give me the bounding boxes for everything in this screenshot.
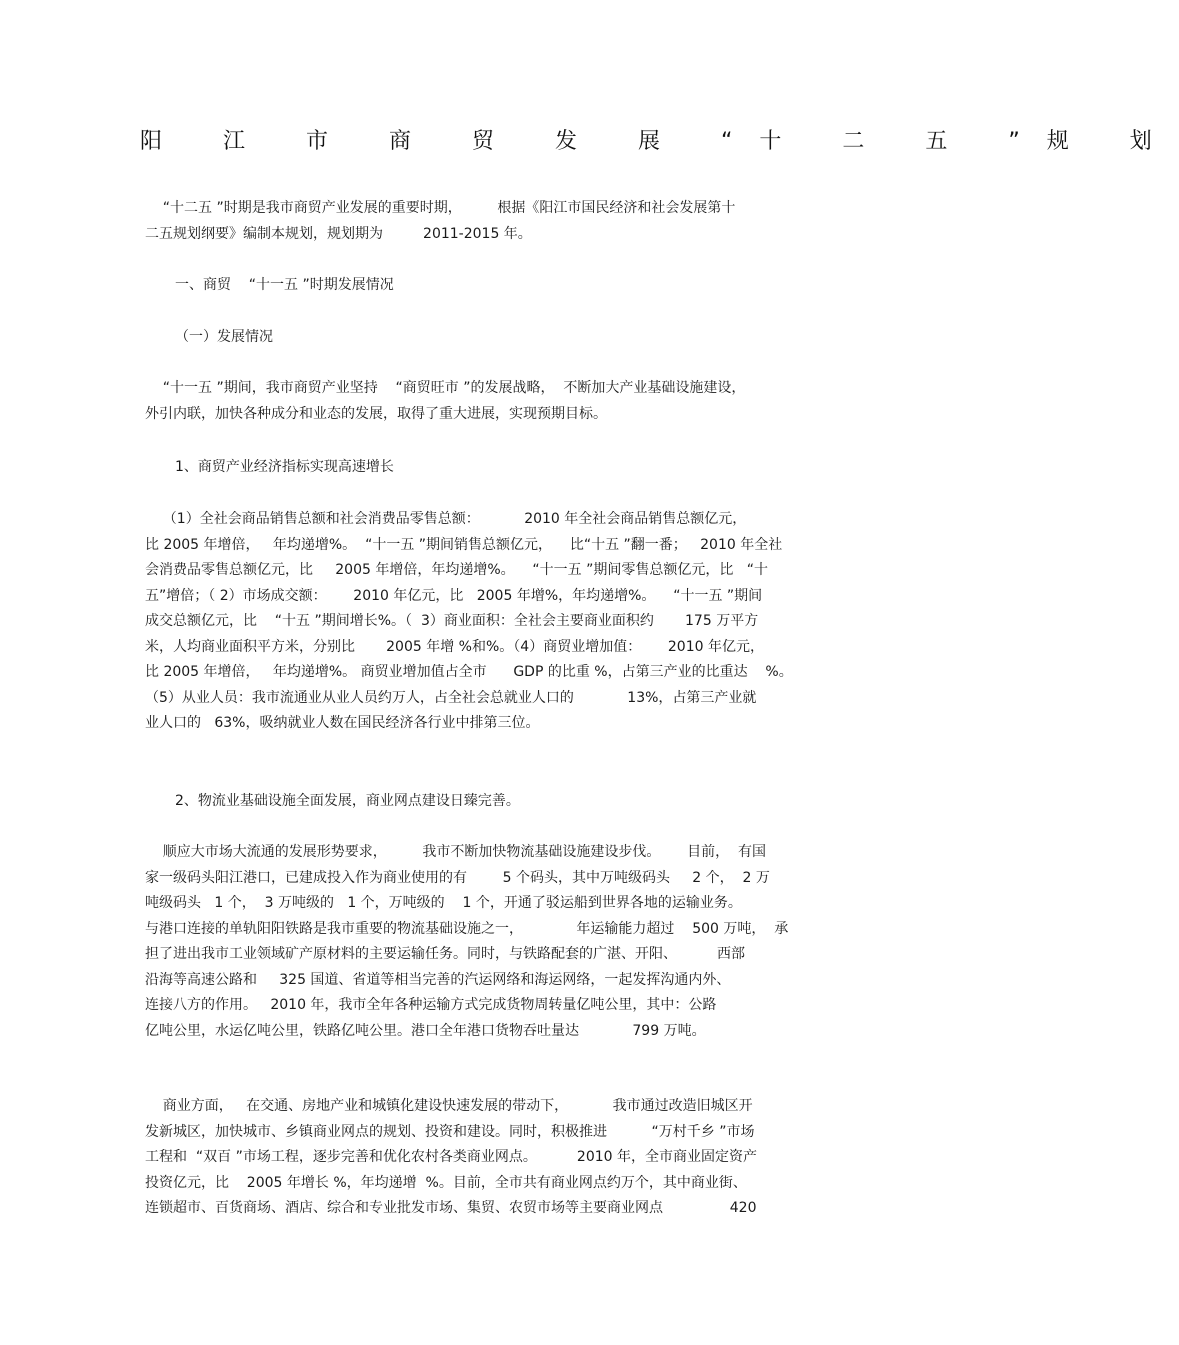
- commerce-line: 工程和 “双百 ”市场工程，逐步完善和优化农村各类商业网点。 2010 年，全市商业固定资产: [145, 1149, 757, 1165]
- intro-line: “十二五 ”时期是我市商贸产业发展的重要时期， 根据《阳江市国民经济和社会发展第十: [145, 200, 736, 216]
- item2-line: 吨级码头 1 个， 3 万吨级的 1 个，万吨级的 1 个，开通了驳运船到世界各地的运输业务。: [145, 895, 742, 911]
- item1-line: 米，人均商业面积平方米，分别比 2005 年增 %和%。（4）商贸业增加值： 2010 年亿元，: [145, 638, 764, 655]
- item1-line: 五”增倍；（ 2）市场成交额： 2010 年亿元，比 2005 年增%，年均递增%。 “十一五 ”期间: [145, 587, 763, 604]
- commerce-line: 连锁超市、百货商场、酒店、综合和专业批发市场、集贸、农贸市场等主要商业网点 420: [145, 1200, 757, 1216]
- item1-heading: 1、商贸产业经济指标实现高速增长: [175, 459, 394, 475]
- item1-line: （5）从业人员：我市流通业从业人员约万人，占全社会总就业人口的 13%，占第三产业就: [145, 689, 757, 706]
- item1-paragraph: [145, 507, 805, 737]
- item2-line: 担了进出我市工业领域矿产原材料的主要运输任务。同时，与铁路配套的广湛、开阳、 西部: [145, 946, 746, 962]
- intro-line: 二五规划纲要》编制本规划，规划期为 2011-2015 年。: [145, 225, 532, 242]
- item1-line: （1）全社会商品销售总额和社会消费品零售总额： 2010 年全社会商品销售总额亿元，: [145, 511, 747, 527]
- item2-line: 亿吨公里，水运亿吨公里，铁路亿吨公里。港口全年港口货物吞吐量达 799 万吨。: [145, 1022, 706, 1039]
- item1-line: 比 2005 年增倍， 年均递增%。 商贸业增加值占全市 GDP 的比重 %，占第三产业的比重达 %。: [145, 664, 793, 680]
- commerce-line: 发新城区，加快城市、乡镇商业网点的规划、投资和建设。同时，积极推进 “万村千乡 ”市场: [145, 1123, 755, 1140]
- overview-line: 外引内联，加快各种成分和业态的发展，取得了重大进展，实现预期目标。: [145, 405, 607, 422]
- item1-line: 会消费品零售总额亿元，比 2005 年增倍，年均递增%。 “十一五 ”期间零售总额亿元，比 “十: [145, 562, 768, 578]
- item2-line: 顺应大市场大流通的发展形势要求， 我市不断加快物流基础设施建设步伐。 目前， 有国: [145, 844, 767, 860]
- commerce-line: 商业方面， 在交通、房地产业和城镇化建设快速发展的带动下， 我市通过改造旧城区开: [145, 1098, 753, 1114]
- overview-paragraph: [145, 376, 805, 427]
- item2-line: 沿海等高速公路和 325 国道、省道等相当完善的汽运网络和海运网络，一起发挥沟通内外、: [145, 971, 731, 988]
- item2-line: 家一级码头阳江港口，已建成投入作为商业使用的有 5 个码头，其中万吨级码头 2 个， 2 万: [145, 869, 770, 886]
- item1-line: 业人口的 63%，吸纳就业人数在国民经济各行业中排第三位。: [145, 715, 540, 731]
- item2-line: 连接八方的作用。 2010 年，我市全年各种运输方式完成货物周转量亿吨公里，其中：公路: [145, 997, 717, 1013]
- commerce-line: 投资亿元，比 2005 年增长 %，年均递增 %。目前，全市共有商业网点约万个，其中商业街、: [145, 1174, 747, 1191]
- intro-paragraph: [145, 196, 805, 247]
- item2-heading: 2、物流业基础设施全面发展，商业网点建设日臻完善。: [175, 793, 520, 809]
- subsection1-heading: （一）发展情况: [175, 329, 273, 345]
- section1-heading: 一、商贸 “十一五 ”时期发展情况: [175, 277, 394, 293]
- item2-paragraph: [145, 840, 805, 1044]
- document-title: 阳 江 市 商 贸 发 展 “十 二 五 ”规 划: [140, 129, 1179, 154]
- overview-line: “十一五 ”期间，我市商贸产业坚持 “商贸旺市 ”的发展战略， 不断加大产业基础设施建设，: [145, 380, 746, 396]
- item1-line: 成交总额亿元，比 “十五 ”期间增长%。（ 3）商业面积：全社会主要商业面积约 175 万平方: [145, 613, 759, 629]
- item2-line: 与港口连接的单轨阳阳铁路是我市重要的物流基础设施之一， 年运输能力超过 500 万吨， 承: [145, 920, 789, 937]
- item1-line: 比 2005 年增倍， 年均递增%。 “十一五 ”期间销售总额亿元， 比“十五 ”翻一番； 2010 年全社: [145, 536, 783, 553]
- commerce-paragraph: [145, 1094, 805, 1222]
